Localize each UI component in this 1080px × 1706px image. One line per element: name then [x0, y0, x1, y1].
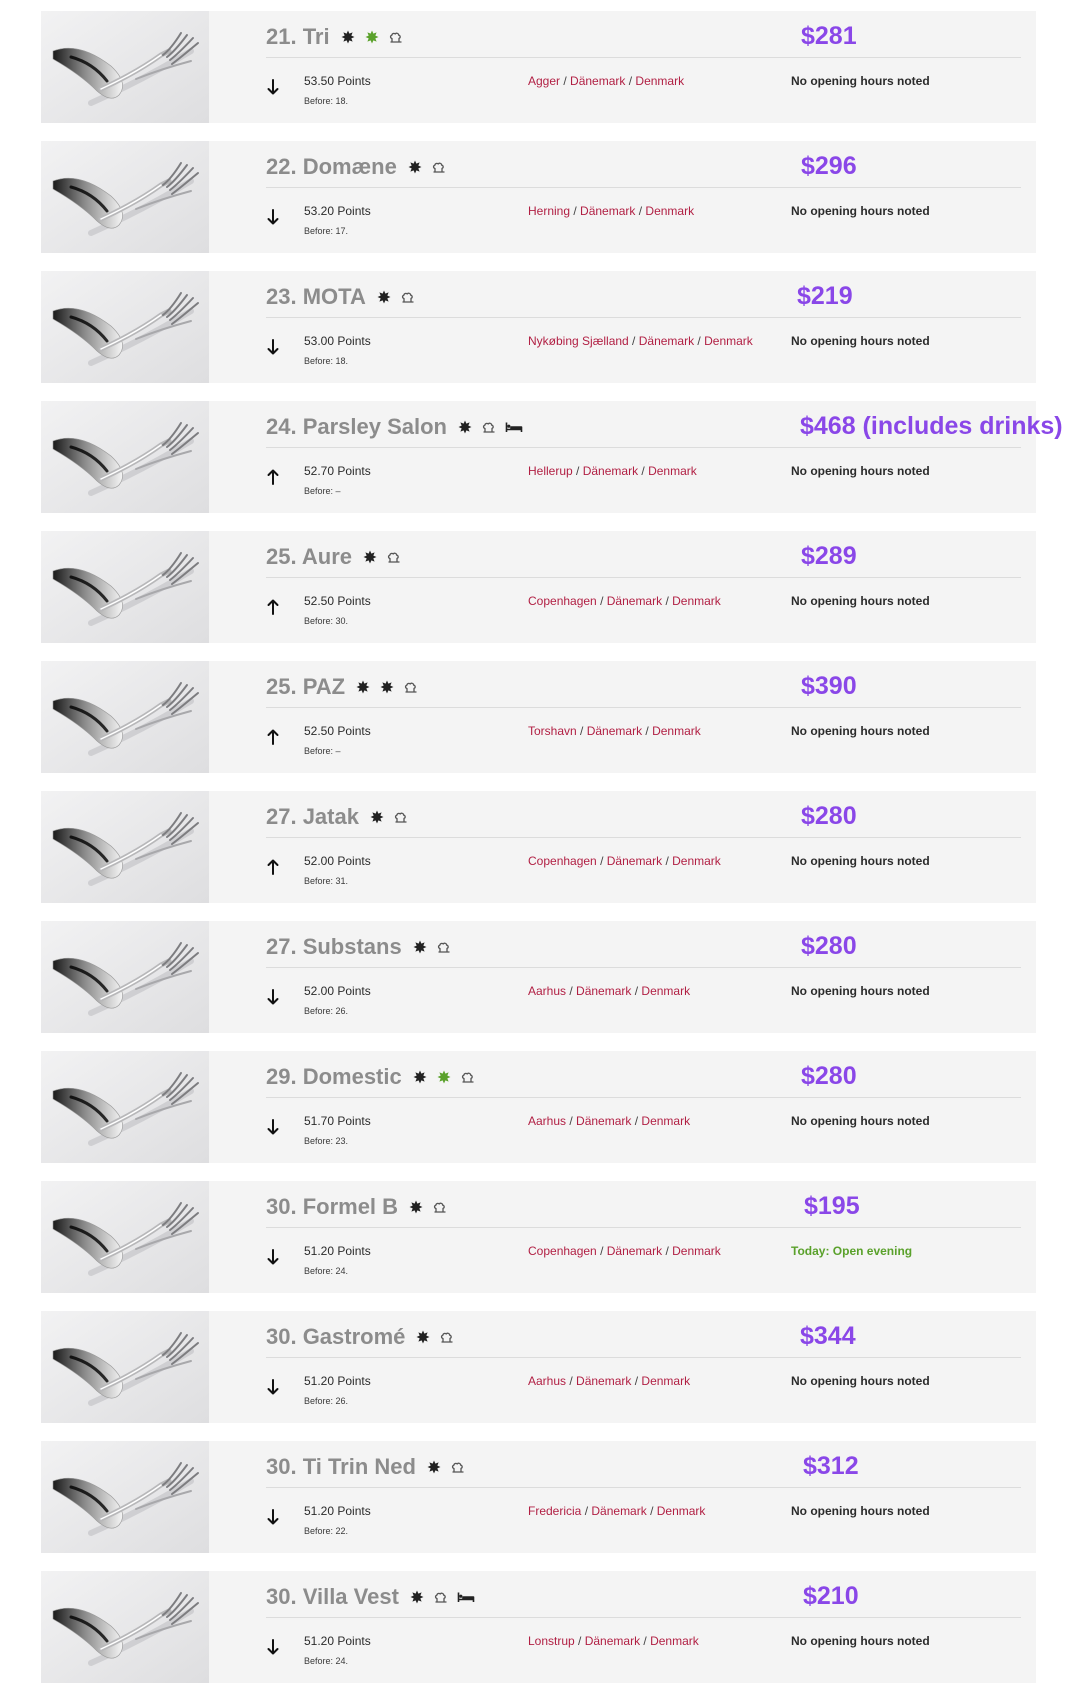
restaurant-thumbnail[interactable] [41, 661, 209, 773]
previous-rank: Before: 24. [304, 1266, 349, 1276]
points-value: 51.20 Points [304, 1504, 371, 1518]
chef-hat-icon [403, 677, 419, 697]
restaurant-name[interactable]: 22. Domæne [266, 154, 397, 179]
restaurant-card[interactable] [41, 11, 1036, 123]
up-arrow-icon [266, 598, 280, 616]
location-breadcrumb: Fredericia / Dänemark / Denmark [528, 1504, 706, 1518]
country-link-de[interactable]: Dänemark [576, 1114, 632, 1128]
previous-rank: Before: 22. [304, 1526, 349, 1536]
restaurant-name[interactable]: 27. Jatak [266, 804, 359, 829]
points-value: 53.50 Points [304, 74, 371, 88]
location-breadcrumb: Agger / Dänemark / Denmark [528, 74, 685, 88]
restaurant-card[interactable] [41, 1311, 1036, 1423]
country-link-de[interactable]: Dänemark [576, 1374, 632, 1388]
points-value: 53.00 Points [304, 334, 371, 348]
award-badges [457, 417, 531, 437]
restaurant-thumbnail[interactable] [41, 1181, 209, 1293]
divider [266, 967, 1021, 968]
black-star-icon [408, 1197, 424, 1217]
restaurant-thumbnail[interactable] [41, 401, 209, 513]
location-breadcrumb: Copenhagen / Dänemark / Denmark [528, 1244, 721, 1258]
chef-hat-icon [431, 157, 447, 177]
restaurant-name[interactable]: 24. Parsley Salon [266, 414, 447, 439]
opening-hours: No opening hours noted [791, 1634, 930, 1648]
restaurant-card[interactable] [41, 1571, 1036, 1683]
chef-hat-icon [400, 287, 416, 307]
opening-hours: No opening hours noted [791, 1374, 930, 1388]
country-link[interactable]: Denmark [648, 464, 697, 478]
previous-rank: Before: 30. [304, 616, 349, 626]
location-breadcrumb: Herning / Dänemark / Denmark [528, 204, 695, 218]
country-link[interactable]: Denmark [652, 724, 701, 738]
opening-hours: No opening hours noted [791, 74, 930, 88]
restaurant-thumbnail[interactable] [41, 11, 209, 123]
location-breadcrumb: Hellerup / Dänemark / Denmark [528, 464, 697, 478]
award-badges [412, 937, 460, 957]
award-badges [426, 1457, 474, 1477]
price-label: $468 (includes drinks) [800, 412, 1063, 440]
city-link[interactable]: Herning [528, 204, 571, 218]
points-value: 51.20 Points [304, 1634, 371, 1648]
restaurant-card[interactable] [41, 141, 1036, 253]
black-star-icon [412, 1067, 428, 1087]
restaurant-name[interactable]: 30. Villa Vest [266, 1584, 399, 1609]
location-breadcrumb: Nykøbing Sjælland / Dänemark / Denmark [528, 334, 753, 348]
price-label: $390 [801, 672, 857, 700]
previous-rank: Before: 23. [304, 1136, 349, 1146]
chef-hat-icon [460, 1067, 476, 1087]
down-arrow-icon [266, 208, 280, 226]
down-arrow-icon [266, 1118, 280, 1136]
country-link[interactable]: Denmark [645, 204, 695, 218]
country-link[interactable]: Denmark [672, 1244, 721, 1258]
black-star-icon [412, 937, 428, 957]
city-link[interactable]: Aarhus [528, 1374, 567, 1388]
restaurant-thumbnail[interactable] [41, 791, 209, 903]
black-star-icon [457, 417, 473, 437]
previous-rank: Before: 26. [304, 1006, 349, 1016]
restaurant-name[interactable]: 21. Tri [266, 24, 330, 49]
points-value: 52.00 Points [304, 984, 371, 998]
country-link-de[interactable]: Dänemark [570, 74, 626, 88]
divider [266, 447, 1021, 448]
restaurant-card[interactable] [41, 401, 1063, 513]
bed-icon [505, 417, 523, 437]
restaurant-thumbnail[interactable] [41, 1051, 209, 1163]
divider [266, 1357, 1021, 1358]
award-badges [340, 27, 412, 47]
black-star-icon [362, 547, 378, 567]
price-label: $280 [801, 802, 857, 830]
country-link-de[interactable]: Dänemark [606, 854, 663, 868]
black-star-icon [340, 27, 356, 47]
restaurant-title[interactable] [266, 543, 410, 571]
location-breadcrumb: Copenhagen / Dänemark / Denmark [528, 594, 721, 608]
down-arrow-icon [266, 1508, 280, 1526]
restaurant-thumbnail[interactable] [41, 141, 209, 253]
black-star-icon [415, 1327, 431, 1347]
price-label: $210 [803, 1582, 859, 1610]
city-link[interactable]: Lonstrup [528, 1634, 575, 1648]
chef-hat-icon [436, 937, 452, 957]
chef-hat-icon [450, 1457, 466, 1477]
divider [266, 577, 1021, 578]
up-arrow-icon [266, 858, 280, 876]
restaurant-card[interactable] [41, 661, 1036, 773]
divider [266, 707, 1021, 708]
price-label: $195 [804, 1192, 860, 1220]
country-link[interactable]: Denmark [641, 1114, 691, 1128]
price-label: $312 [803, 1452, 859, 1480]
country-link-de[interactable]: Dänemark [606, 594, 663, 608]
points-value: 53.20 Points [304, 204, 371, 218]
divider [266, 187, 1021, 188]
award-badges [415, 1327, 463, 1347]
chef-hat-icon [386, 547, 402, 567]
country-link[interactable]: Denmark [641, 1374, 691, 1388]
opening-hours: No opening hours noted [791, 204, 930, 218]
opening-hours: No opening hours noted [791, 1114, 930, 1128]
opening-hours: No opening hours noted [791, 984, 930, 998]
chef-hat-icon [432, 1197, 448, 1217]
restaurant-thumbnail[interactable] [41, 1311, 209, 1423]
previous-rank: Before: 26. [304, 1396, 349, 1406]
restaurant-card[interactable] [41, 1181, 1036, 1293]
divider [266, 317, 1021, 318]
bed-icon [457, 1587, 475, 1607]
previous-rank: Before: – [304, 486, 341, 496]
country-link[interactable]: Denmark [635, 74, 685, 88]
location-breadcrumb: Aarhus / Dänemark / Denmark [528, 1374, 691, 1388]
black-star-icon [376, 287, 392, 307]
points-value: 52.00 Points [304, 854, 371, 868]
opening-hours: No opening hours noted [791, 724, 930, 738]
restaurant-card[interactable] [41, 921, 1036, 1033]
country-link[interactable]: Denmark [641, 984, 691, 998]
chef-hat-icon [393, 807, 409, 827]
award-badges [408, 1197, 456, 1217]
restaurant-title[interactable] [266, 1583, 483, 1611]
restaurant-card[interactable] [41, 271, 1036, 383]
opening-hours: No opening hours noted [791, 594, 930, 608]
country-link-de[interactable]: Dänemark [586, 724, 643, 738]
chef-hat-icon [433, 1587, 449, 1607]
green-star-icon [364, 27, 380, 47]
award-badges [355, 677, 427, 697]
restaurant-name[interactable]: 27. Substans [266, 934, 402, 959]
award-badges [409, 1587, 483, 1607]
opening-hours: No opening hours noted [791, 854, 930, 868]
price-label: $296 [801, 152, 857, 180]
divider [266, 57, 1021, 58]
restaurant-title[interactable] [266, 153, 455, 181]
divider [266, 1617, 1021, 1618]
location-breadcrumb: Aarhus / Dänemark / Denmark [528, 1114, 691, 1128]
restaurant-title[interactable] [266, 673, 427, 701]
city-link[interactable]: Fredericia [528, 1504, 582, 1518]
restaurant-name[interactable]: 30. Formel B [266, 1194, 399, 1219]
restaurant-title[interactable] [266, 1063, 484, 1091]
country-link-de[interactable]: Dänemark [580, 204, 636, 218]
points-value: 51.20 Points [304, 1244, 371, 1258]
country-link-de[interactable]: Dänemark [606, 1244, 663, 1258]
previous-rank: Before: 31. [304, 876, 349, 886]
award-badges [362, 547, 410, 567]
black-star-icon [355, 677, 371, 697]
city-link[interactable]: Aarhus [528, 1114, 567, 1128]
restaurant-thumbnail[interactable] [41, 1571, 209, 1683]
down-arrow-icon [266, 1248, 280, 1266]
city-link[interactable]: Copenhagen [528, 594, 597, 608]
black-star-icon [426, 1457, 442, 1477]
restaurant-name[interactable]: 29. Domestic [266, 1064, 402, 1089]
restaurant-thumbnail[interactable] [41, 271, 209, 383]
restaurant-card[interactable] [41, 791, 1036, 903]
divider [266, 1227, 1021, 1228]
down-arrow-icon [266, 338, 280, 356]
price-label: $219 [797, 282, 853, 310]
opening-hours: No opening hours noted [791, 1504, 930, 1518]
opening-hours: No opening hours noted [791, 464, 930, 478]
location-breadcrumb: Torshavn / Dänemark / Denmark [528, 724, 701, 738]
restaurant-name[interactable]: 25. Aure [266, 544, 353, 569]
award-badges [412, 1067, 484, 1087]
points-value: 51.70 Points [304, 1114, 371, 1128]
green-star-icon [436, 1067, 452, 1087]
restaurant-name[interactable]: 25. PAZ [266, 674, 346, 699]
city-link[interactable]: Aarhus [528, 984, 567, 998]
location-breadcrumb: Lonstrup / Dänemark / Denmark [528, 1634, 699, 1648]
country-link-de[interactable]: Dänemark [584, 1634, 641, 1648]
city-link[interactable]: Nykøbing Sjælland [528, 334, 629, 348]
down-arrow-icon [266, 1378, 280, 1396]
country-link-de[interactable]: Dänemark [582, 464, 639, 478]
restaurant-name[interactable]: 23. MOTA [266, 284, 366, 309]
black-star-icon [407, 157, 423, 177]
down-arrow-icon [266, 1638, 280, 1656]
down-arrow-icon [266, 78, 280, 96]
country-link[interactable]: Denmark [672, 854, 721, 868]
location-breadcrumb: Copenhagen / Dänemark / Denmark [528, 854, 721, 868]
restaurant-card[interactable] [41, 1051, 1036, 1163]
previous-rank: Before: 18. [304, 356, 349, 366]
restaurant-title[interactable] [266, 1193, 456, 1221]
restaurant-title[interactable] [266, 803, 417, 831]
divider [266, 1487, 1021, 1488]
restaurant-name[interactable]: 30. Gastromé [266, 1324, 406, 1349]
city-link[interactable]: Agger [528, 74, 561, 88]
award-badges [376, 287, 424, 307]
previous-rank: Before: 17. [304, 226, 349, 236]
restaurant-title[interactable] [266, 1323, 463, 1351]
restaurant-title[interactable] [266, 283, 424, 311]
restaurant-title[interactable] [266, 413, 531, 441]
restaurant-title[interactable] [266, 933, 460, 961]
country-link[interactable]: Denmark [704, 334, 753, 348]
divider [266, 1097, 1021, 1098]
up-arrow-icon [266, 728, 280, 746]
points-value: 52.50 Points [304, 594, 371, 608]
city-link[interactable]: Copenhagen [528, 1244, 597, 1258]
country-link[interactable]: Denmark [672, 594, 721, 608]
chef-hat-icon [481, 417, 497, 437]
previous-rank: Before: – [304, 746, 341, 756]
price-label: $289 [801, 542, 857, 570]
black-star-icon [379, 677, 395, 697]
country-link[interactable]: Denmark [650, 1634, 699, 1648]
restaurant-thumbnail[interactable] [41, 1441, 209, 1553]
up-arrow-icon [266, 468, 280, 486]
country-link-de[interactable]: Dänemark [591, 1504, 647, 1518]
price-label: $281 [801, 22, 857, 50]
price-label: $344 [800, 1322, 856, 1350]
city-link[interactable]: Copenhagen [528, 854, 597, 868]
points-value: 52.50 Points [304, 724, 371, 738]
restaurant-name[interactable]: 30. Ti Trin Ned [266, 1454, 416, 1479]
previous-rank: Before: 18. [304, 96, 349, 106]
city-link[interactable]: Hellerup [528, 464, 573, 478]
country-link-de[interactable]: Dänemark [576, 984, 632, 998]
restaurant-thumbnail[interactable] [41, 921, 209, 1033]
opening-hours: Today: Open evening [791, 1244, 913, 1258]
black-star-icon [409, 1587, 425, 1607]
points-value: 52.70 Points [304, 464, 371, 478]
chef-hat-icon [388, 27, 404, 47]
award-badges [369, 807, 417, 827]
award-badges [407, 157, 455, 177]
city-link[interactable]: Torshavn [528, 724, 577, 738]
points-value: 51.20 Points [304, 1374, 371, 1388]
restaurant-card[interactable] [41, 531, 1036, 643]
black-star-icon [369, 807, 385, 827]
previous-rank: Before: 24. [304, 1656, 349, 1666]
country-link-de[interactable]: Dänemark [638, 334, 695, 348]
price-label: $280 [801, 1062, 857, 1090]
country-link[interactable]: Denmark [656, 1504, 706, 1518]
restaurant-thumbnail[interactable] [41, 531, 209, 643]
divider [266, 837, 1021, 838]
restaurant-title[interactable] [266, 1453, 474, 1481]
chef-hat-icon [439, 1327, 455, 1347]
down-arrow-icon [266, 988, 280, 1006]
location-breadcrumb: Aarhus / Dänemark / Denmark [528, 984, 691, 998]
price-label: $280 [801, 932, 857, 960]
restaurant-title[interactable] [266, 23, 412, 51]
restaurant-card[interactable] [41, 1441, 1036, 1553]
opening-hours: No opening hours noted [791, 334, 930, 348]
